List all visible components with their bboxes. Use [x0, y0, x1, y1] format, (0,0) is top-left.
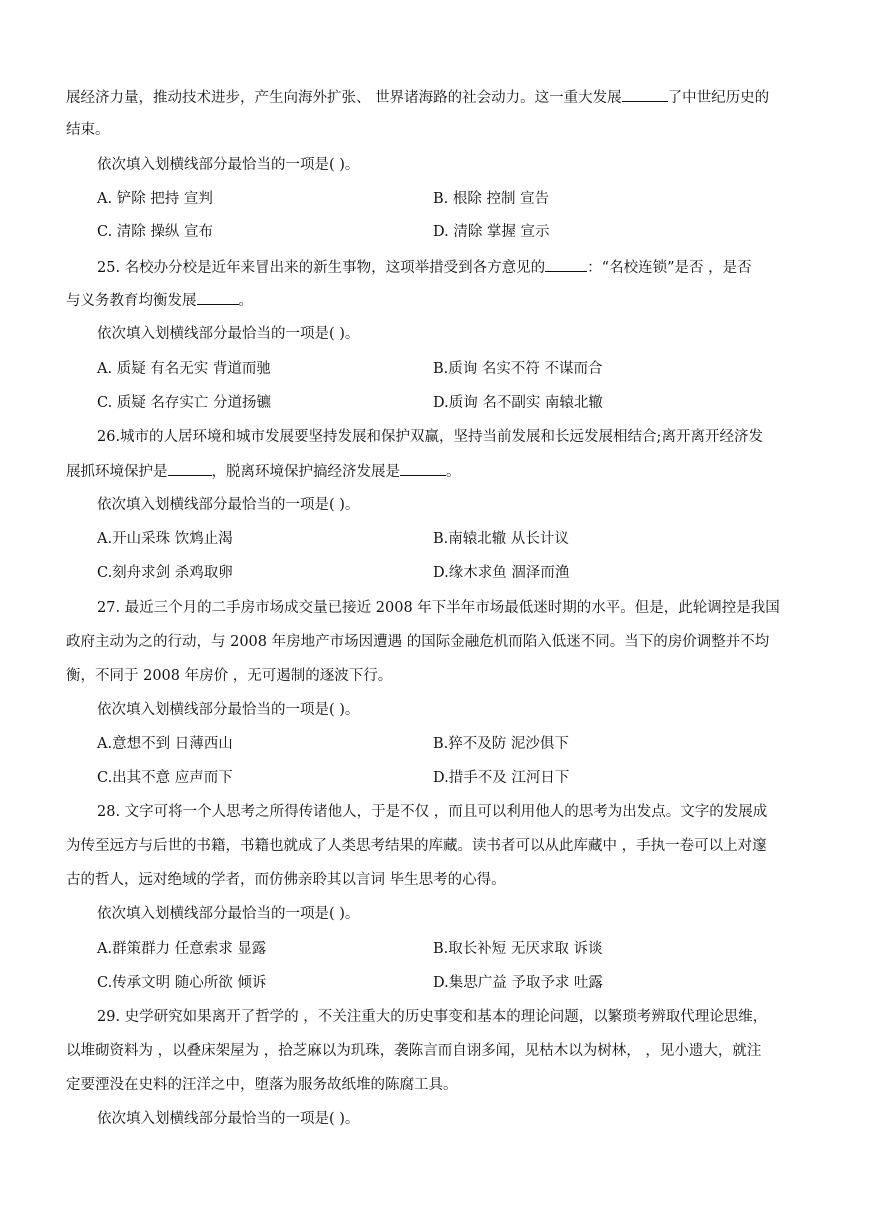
q28-stem-line-1: 28. 文字可将一个人思考之所得传诸他人，于是不仅 ，而且可以利用他人的思考为出发点。文字的发展成 [97, 804, 768, 820]
q25-stem-text: 。 [238, 293, 253, 309]
q24-stem-text: 展经济力量，推动技术进步，产生向海外扩张、 世界诸海路的社会动力。这一重大发展 [66, 90, 622, 106]
q24-stem-text: 了中世纪历史的 [667, 90, 770, 106]
q28-option-b: B.取长补短 无厌求取 诉谈 [433, 941, 603, 957]
q27-option-d: D.措手不及 江河日下 [433, 770, 570, 786]
q28-option-a: A.群策群力 任意索求 显露 [97, 941, 267, 957]
q26-option-c: C.刻舟求剑 杀鸡取卵 [97, 565, 233, 581]
q26-option-d: D.缘木求鱼 涸泽而渔 [433, 565, 570, 581]
blank-line [545, 257, 587, 272]
q29-prompt: 依次填入划横线部分最恰当的一项是( )。 [97, 1111, 360, 1127]
q28-option-d: D.集思广益 予取予求 吐露 [433, 975, 603, 991]
q28-option-c: C.传承文明 随心所欲 倾诉 [97, 975, 267, 991]
q27-option-b: B.猝不及防 泥沙俱下 [433, 736, 569, 752]
q24-stem-line-1 [66, 87, 769, 108]
q25-option-a: A. 质疑 有名无实 背道而驰 [97, 361, 271, 377]
blank-line [622, 87, 668, 102]
q26-stem-line-1: 26.城市的人居环境和城市发展要坚持发展和保护双赢，坚持当前发展和长远发展相结合;离开离开经济发 [97, 429, 763, 445]
q27-option-a: A.意想不到 日薄西山 [97, 736, 233, 752]
q26-option-b: B.南辕北辙 从长计议 [433, 531, 569, 547]
q25-prompt: 依次填入划横线部分最恰当的一项是( )。 [97, 326, 360, 342]
blank-line [197, 290, 239, 305]
q29-stem-line-2: 以堆砌资料为 ，以叠床架屋为 ，拾芝麻以为玑珠，袭陈言而自诩多闻，见枯木以为树林， ，见小遗大，就注 [66, 1043, 762, 1059]
q26-stem-text: 。 [446, 464, 461, 480]
q27-stem-line-1: 27. 最近三个月的二手房市场成交量已接近 2008 年下半年市场最低迷时期的水平。但是，此轮调控是我国 [97, 600, 780, 616]
q26-stem-text: 展抓环境保护是 [66, 464, 168, 480]
q25-stem-line-1 [97, 257, 752, 278]
q24-option-c: C. 清除 操纵 宣布 [97, 224, 214, 240]
blank-line [400, 461, 446, 476]
q25-option-d: D.质询 名不副实 南辕北辙 [433, 395, 603, 411]
q27-stem-line-3: 衡，不同于 2008 年房价 ，无可遏制的逐波下行。 [66, 668, 393, 684]
q29-stem-line-1: 29. 史学研究如果离开了哲学的 ，不关注重大的历史事变和基本的理论问题，以繁琐考辨取代理论思维， [97, 1009, 768, 1025]
q28-stem-line-2: 为传至远方与后世的书籍，书籍也就成了人类思考结果的库藏。读书者可以从此库藏中 ，手执一卷可以上对邃 [66, 838, 767, 854]
q25-stem-line-2 [66, 290, 253, 311]
q25-stem-text: 25. 名校办分校是近年来冒出来的新生事物，这项举措受到各方意见的 [97, 260, 546, 276]
blank-line [168, 461, 212, 476]
q27-stem-line-2: 政府主动为之的行动，与 2008 年房地产市场因遭遇 的国际金融危机而陷入低迷不同。当下的房价调整并不均 [66, 634, 770, 650]
q26-stem-text: ，脱离环境保护搞经济发展是 [211, 464, 400, 480]
q26-prompt: 依次填入划横线部分最恰当的一项是( )。 [97, 497, 360, 513]
q24-stem-line-2: 结束。 [66, 122, 110, 138]
q24-option-b: B. 根除 控制 宣告 [433, 191, 550, 207]
q25-option-b: B.质询 名实不符 不谋而合 [433, 361, 603, 377]
q25-option-c: C. 质疑 名存实亡 分道扬镳 [97, 395, 272, 411]
q24-option-d: D. 清除 掌握 宣示 [433, 224, 550, 240]
q24-option-a: A. 铲除 把持 宣判 [97, 191, 213, 207]
q28-stem-line-3: 古的哲人，远对绝域的学者，而仿佛亲聆其以言词 毕生思考的心得。 [66, 872, 506, 888]
q29-stem-line-3: 定要湮没在史料的汪洋之中，堕落为服务故纸堆的陈腐工具。 [66, 1077, 458, 1093]
q27-option-c: C.出其不意 应声而下 [97, 770, 233, 786]
q28-prompt: 依次填入划横线部分最恰当的一项是( )。 [97, 906, 360, 922]
q27-prompt: 依次填入划横线部分最恰当的一项是( )。 [97, 702, 360, 718]
q24-prompt: 依次填入划横线部分最恰当的一项是( )。 [97, 157, 360, 173]
q26-option-a: A.开山采珠 饮鸩止渴 [97, 531, 233, 547]
q25-stem-text: ：“名校连锁”是否 ，是否 [587, 260, 752, 276]
q25-stem-text: 与义务教育均衡发展 [66, 293, 197, 309]
q26-stem-line-2 [66, 461, 461, 482]
